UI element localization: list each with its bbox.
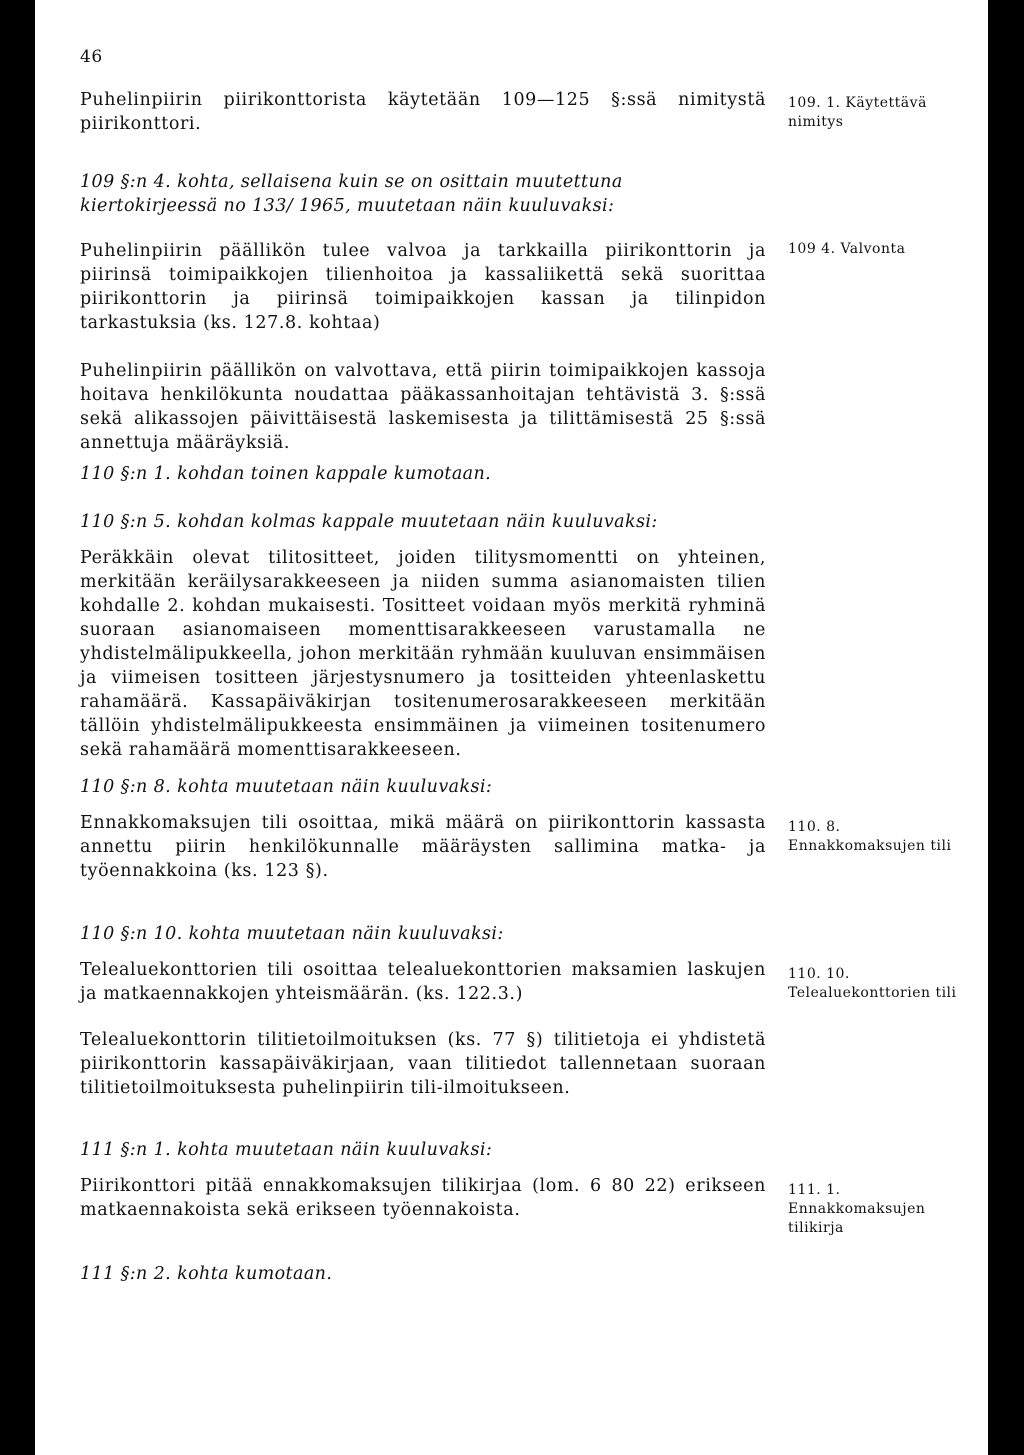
margin-note: 110. 10. Telealuekonttorien tili [788,966,957,1001]
paragraph: Peräkkäin olevat tilitositteet, joiden tilitysmomentti on yhteinen, merkitään keräilysarakkeeseen ja niiden summa asianomaisten tilien kohdalle 2. kohdan mukaisesti. Tositteet voidaan myös merkitä ryhminä suoraan asianomaiseen momenttisarakkeeseen varustamalla ne yhdistelmälipukkeella, johon merkitään ryhmään kuuluvan ensimmäisen ja viimeisen tositteen järjestysnumero ja tositteiden yhteenlaskettu rahamäärä. Kassapäiväkirjan tositenumerosarakkeeseen merkitään tällöin yhdistelmälipukkeesta ensimmäinen ja viimeinen tositenumero sekä rahamäärä momenttisarakkeeseen. [80,548,766,760]
section-heading: 111 §:n 1. kohta muutetaan näin kuuluvaksi: [80,1140,493,1160]
paragraph: Piirikonttori pitää ennakkomaksujen tilikirjaa (lom. 6 80 22) erikseen matkaennakoista sekä erikseen työennakoista. [80,1176,766,1220]
paragraph: Puhelinpiirin päällikön tulee valvoa ja tarkkailla piirikonttorin ja piirinsä toimipaikkojen tilienhoitoa ja kassaliikettä sekä suorittaa piirikonttorin ja piirinsä toimipaikkojen kassan ja tilinpidon tarkastuksia (ks. 127.8. kohtaa) [80,241,766,333]
paragraph: Telealuekonttorin tilitietoilmoituksen (ks. 77 §) tilitietoja ei yhdistetä piirikonttorin kassapäiväkirjaan, vaan tilitiedot tallennetaan suoraan tilitietoilmoituksesta puhelinpiirin tili-ilmoitukseen. [80,1030,766,1098]
section-110-5 [80,510,766,762]
section-heading: 111 §:n 2. kohta kumotaan. [80,1264,333,1284]
section-111-2 [80,1262,766,1286]
section-heading: 110 §:n 5. kohdan kolmas kappale muutetaan näin kuuluvaksi: [80,512,658,532]
page-number: 46 [80,47,103,67]
section-110-1 [80,462,766,486]
paragraph: Puhelinpiirin päällikön on valvottava, että piirin toimipaikkojen kassoja hoitava henkilökunta noudattaa pääkassanhoitajan tehtävistä 3. §:ssä sekä alikassojen päivittäisestä laskemisesta ja tilittämisestä 25 §:ssä annettuja määräyksiä. [80,361,766,453]
margin-note: 109. 1. Käytettävä nimitys [788,95,927,130]
scan-border-right [988,0,1024,1455]
margin-note: 111. 1. Ennakkomaksujen tilikirja [788,1182,926,1236]
paragraph: Ennakkomaksujen tili osoittaa, mikä määrä on piirikonttorin kassasta annettu piirin henkilökunnalle määräysten sallimina matka- ja työennakkoina (ks. 123 §). [80,813,766,881]
paragraph: Telealuekonttorien tili osoittaa telealuekonttorien maksamien laskujen ja matkaennakkojen yhteismäärän. (ks. 122.3.) [80,960,766,1004]
section-heading: 110 §:n 10. kohta muutetaan näin kuuluvaksi: [80,924,504,944]
section-heading: 110 §:n 1. kohdan toinen kappale kumotaan. [80,464,492,484]
scan-border-left [0,0,35,1455]
section-kaytettava-nimitys [80,88,766,136]
margin-note: 109 4. Valvonta [788,241,906,257]
section-110-10 [80,922,766,1100]
margin-note: 110. 8. Ennakkomaksujen tili [788,819,952,854]
section-heading: 109 §:n 4. kohta, sellaisena kuin se on osittain muutettuna kiertokirjeessä no 133/ 1965, muutetaan näin kuuluvaksi: [80,172,623,216]
section-110-8 [80,775,766,883]
section-109-4 [80,170,766,455]
section-heading: 110 §:n 8. kohta muutetaan näin kuuluvaksi: [80,777,493,797]
paragraph: Puhelinpiirin piirikonttorista käytetään 109—125 §:ssä nimitystä piirikonttori. [80,90,766,134]
section-111-1 [80,1138,766,1222]
